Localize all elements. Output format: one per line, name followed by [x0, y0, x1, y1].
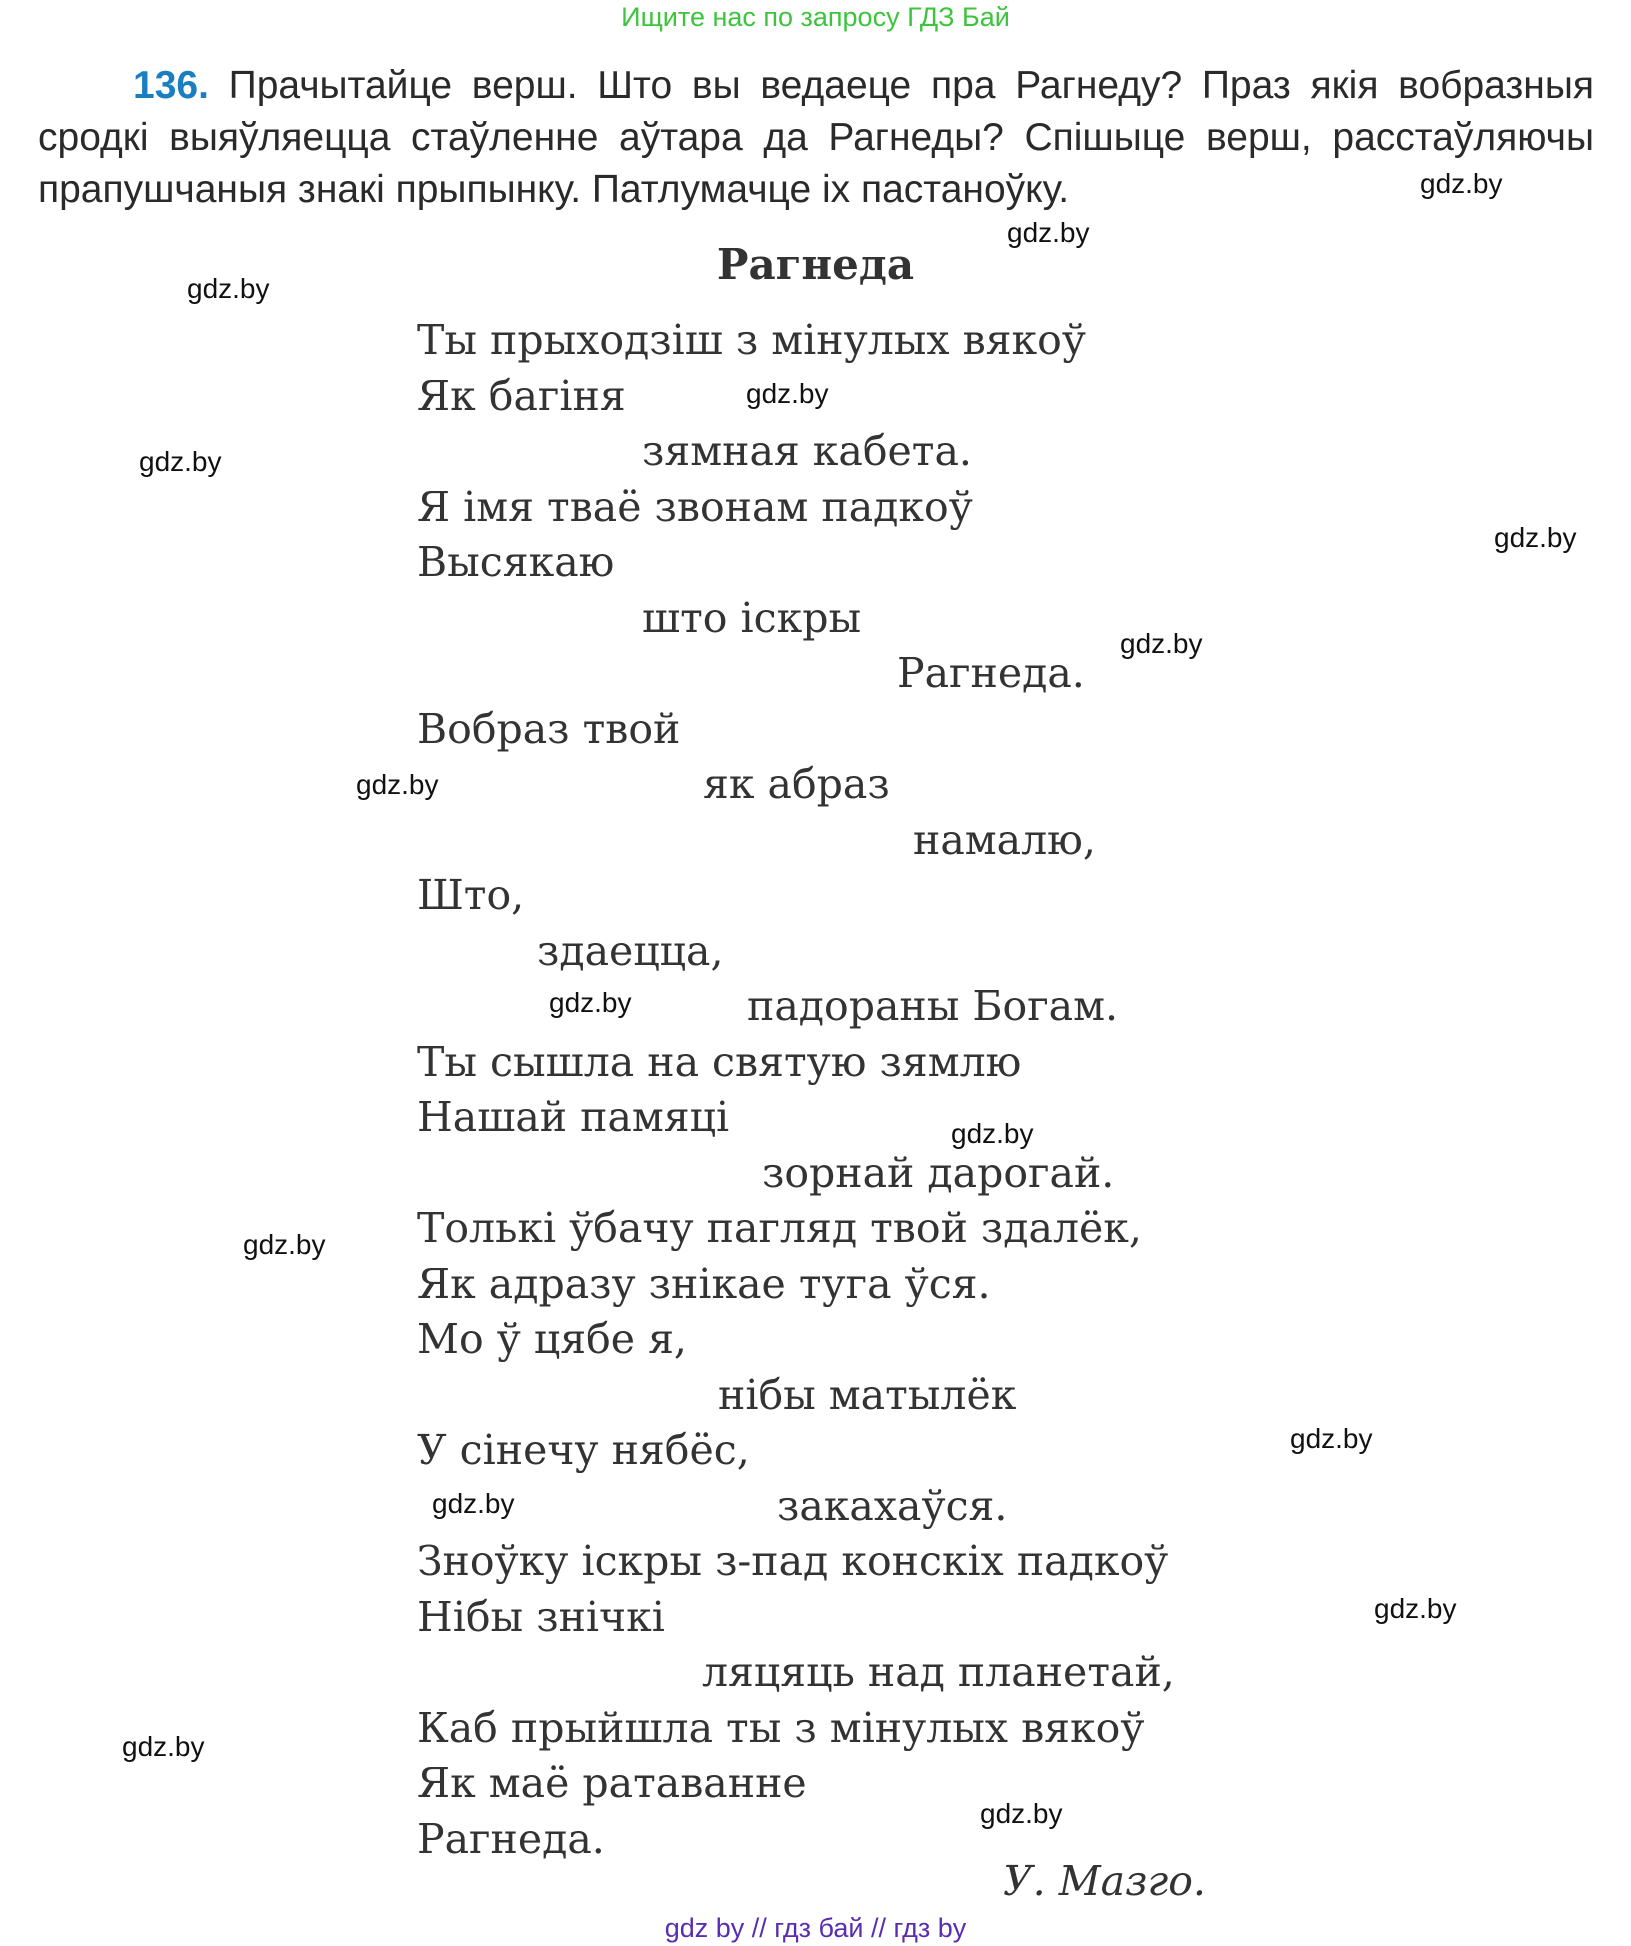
- task-text: [38, 60, 1594, 216]
- poem-line: Нашай памяці: [417, 1093, 730, 1141]
- poem-line: закахаўся.: [777, 1482, 1008, 1530]
- poem-line: зямная кабета.: [642, 427, 972, 475]
- poem-line: Высякаю: [417, 538, 615, 586]
- watermark: gdz.by: [1374, 1593, 1457, 1624]
- poem-line: Вобраз твой: [417, 705, 681, 753]
- poem-author: У. Мазго.: [1003, 1857, 1206, 1905]
- watermark: gdz.by: [356, 769, 439, 800]
- watermark: gdz.by: [980, 1798, 1063, 1829]
- poem-line: што іскры: [642, 594, 862, 642]
- watermark: gdz.by: [122, 1731, 205, 1762]
- poem-line: зорнай дарогай.: [762, 1149, 1115, 1197]
- watermark: gdz.by: [951, 1118, 1034, 1149]
- poem-line: нібы матылёк: [718, 1371, 1017, 1419]
- poem-line: Як маё ратаванне: [417, 1759, 807, 1807]
- watermark: gdz.by: [432, 1488, 515, 1519]
- poem-line: Рагнеда.: [897, 649, 1085, 697]
- poem-line: Ты прыходзіш з мінулых вякоў: [417, 316, 1086, 364]
- watermark: gdz.by: [187, 273, 270, 304]
- poem-line: Зноўку іскры з-пад конскіх падкоў: [417, 1537, 1169, 1585]
- task-body: Прачытайце верш. Што вы ведаеце пра Рагнеду? Праз якія вобразныя сродкі выяўляецца стаўленне аўтара да Рагнеды? Спішыце верш, расстаўляючы прапушчаныя знакі прыпынку. Патлумачце іх пастаноўку.: [38, 64, 1594, 211]
- watermark: gdz.by: [243, 1229, 326, 1260]
- poem-line: Каб прыйшла ты з мінулых вякоў: [417, 1704, 1145, 1752]
- watermark: gdz.by: [1420, 168, 1503, 199]
- poem-line: Што,: [417, 871, 525, 919]
- top-banner[interactable]: Ищите нас по запросу ГДЗ Бай: [621, 2, 1010, 32]
- poem-line: Мо ў цябе я,: [417, 1315, 687, 1363]
- poem-line: ляцяць над планетай,: [702, 1648, 1175, 1696]
- poem-line: У сінечу нябёс,: [417, 1426, 750, 1474]
- poem-line: Ты сышла на святую зямлю: [417, 1038, 1022, 1086]
- poem-line: як абраз: [703, 760, 890, 808]
- watermark: gdz.by: [139, 446, 222, 477]
- watermark: gdz.by: [746, 378, 829, 409]
- poem-line: намалю,: [913, 816, 1096, 864]
- watermark: gdz.by: [1290, 1423, 1373, 1454]
- poem-line: Як адразу знікае туга ўся.: [417, 1260, 991, 1308]
- poem-line: Рагнеда.: [417, 1815, 605, 1863]
- watermark: gdz.by: [549, 987, 632, 1018]
- poem-line: Я імя тваё звонам падкоў: [417, 483, 973, 531]
- poem-line: Як багіня: [417, 372, 626, 420]
- watermark: gdz.by: [1007, 217, 1090, 248]
- task-number: 136.: [133, 64, 209, 107]
- watermark: gdz.by: [1494, 522, 1577, 553]
- poem-line: падораны Богам.: [747, 982, 1119, 1030]
- poem-line: Толькі ўбачу пагляд твой здалёк,: [417, 1204, 1142, 1252]
- footer-links[interactable]: gdz by // гдз бай // гдз by: [664, 1913, 967, 1943]
- poem-title: Рагнеда: [716, 240, 915, 289]
- watermark: gdz.by: [1120, 628, 1203, 659]
- poem-line: здаецца,: [537, 927, 724, 975]
- poem-line: Нібы знічкі: [417, 1593, 665, 1641]
